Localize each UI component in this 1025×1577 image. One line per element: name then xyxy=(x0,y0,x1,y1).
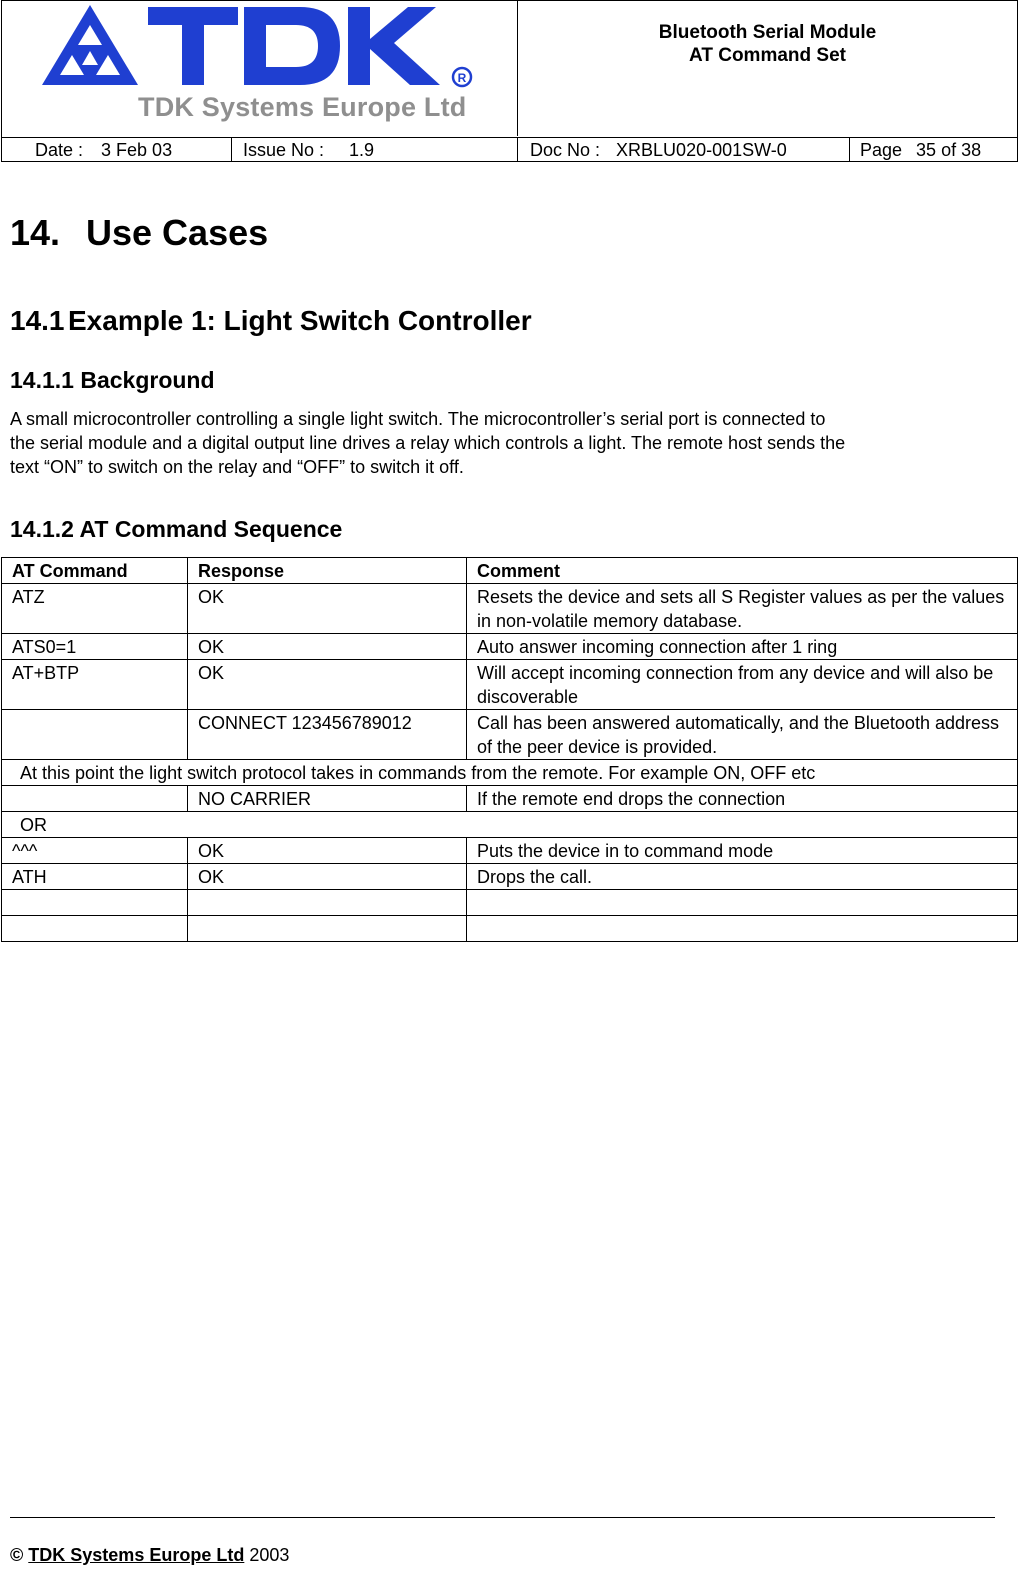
table-row xyxy=(2,660,1018,710)
cell-response: OK xyxy=(188,584,467,634)
cell-comment xyxy=(467,890,1018,916)
doc-number-cell xyxy=(518,138,850,162)
cell-response: OK xyxy=(188,864,467,890)
cell-at-command xyxy=(2,786,188,812)
date-cell xyxy=(2,138,232,162)
logo-cell xyxy=(2,1,518,136)
footer-year: 2003 xyxy=(249,1545,290,1565)
cell-at-command xyxy=(2,890,188,916)
cell-comment: Will accept incoming connection from any device and will also be discoverable xyxy=(467,660,1018,710)
date-value: 3 Feb 03 xyxy=(101,140,173,160)
subsection-number: 14.1 xyxy=(10,305,65,336)
cell-comment: If the remote end drops the connection xyxy=(467,786,1018,812)
footer-company: TDK Systems Europe Ltd xyxy=(28,1545,245,1565)
cell-at-command xyxy=(2,710,188,760)
column-header-response: Response xyxy=(188,558,467,584)
doc-label: Doc No : xyxy=(530,140,601,160)
cell-comment xyxy=(467,916,1018,942)
cell-response: CONNECT 123456789012 xyxy=(188,710,467,760)
issue-label: Issue No : xyxy=(243,140,325,160)
section-title: Use Cases xyxy=(86,212,269,253)
title-line-2: AT Command Set xyxy=(689,45,846,66)
column-header-comment: Comment xyxy=(467,558,1018,584)
background-paragraph xyxy=(10,407,1000,479)
footer-copyright xyxy=(10,1545,289,1566)
cell-response: OK xyxy=(188,838,467,864)
table-row xyxy=(2,786,1018,812)
table-row xyxy=(2,838,1018,864)
cell-comment: Drops the call. xyxy=(467,864,1018,890)
issue-cell xyxy=(232,138,518,162)
title-line-1: Bluetooth Serial Module xyxy=(658,22,877,43)
table-row xyxy=(2,710,1018,760)
tdk-logo xyxy=(38,3,478,125)
copyright-symbol: © xyxy=(10,1545,24,1565)
footer-divider xyxy=(10,1517,995,1518)
logo-subtitle: TDK Systems Europe Ltd xyxy=(138,92,467,122)
cell-at-command: ^^^ xyxy=(2,838,188,864)
column-header-at-command: AT Command xyxy=(2,558,188,584)
cell-comment: Call has been answered automatically, and the Bluetooth address of the peer device is provided. xyxy=(467,710,1018,760)
table-header-row xyxy=(2,558,1018,584)
cell-comment: Auto answer incoming connection after 1 ring xyxy=(467,634,1018,660)
cell-response: NO CARRIER xyxy=(188,786,467,812)
cell-at-command: ATZ xyxy=(2,584,188,634)
paragraph-line: the serial module and a digital output line drives a relay which controls a light. The remote host sends the xyxy=(10,433,846,453)
section-heading xyxy=(10,212,268,254)
page-cell xyxy=(850,138,1017,162)
cell-response xyxy=(188,916,467,942)
issue-value: 1.9 xyxy=(349,140,375,160)
table-row xyxy=(2,584,1018,634)
tdk-logo-mark xyxy=(38,3,478,95)
page-value: 35 of 38 xyxy=(916,140,982,160)
cell-response: OK xyxy=(188,660,467,710)
svg-text:R: R xyxy=(457,71,467,85)
page-label: Page xyxy=(860,140,903,160)
table-row-empty xyxy=(2,916,1018,942)
header-info-row xyxy=(2,138,1017,162)
table-span-row xyxy=(2,760,1018,786)
paragraph-line: text “ON” to switch on the relay and “OFF” to switch it off. xyxy=(10,457,464,477)
document-header xyxy=(1,0,1018,162)
table-span-row xyxy=(2,812,1018,838)
table-row xyxy=(2,634,1018,660)
cell-response: OK xyxy=(188,634,467,660)
cell-at-command: ATS0=1 xyxy=(2,634,188,660)
header-top-row xyxy=(2,1,1017,138)
subsection-title: Example 1: Light Switch Controller xyxy=(68,305,532,336)
cell-note: At this point the light switch protocol takes in commands from the remote. For example ON, OFF etc xyxy=(2,760,1018,786)
cell-response xyxy=(188,890,467,916)
sequence-heading: 14.1.2 AT Command Sequence xyxy=(10,516,343,542)
table-row xyxy=(2,864,1018,890)
paragraph-line: A small microcontroller controlling a single light switch. The microcontroller’s serial port is connected to xyxy=(10,409,826,429)
background-heading: 14.1.1 Background xyxy=(10,367,215,393)
doc-value: XRBLU020-001SW-0 xyxy=(616,140,787,160)
subsection-heading xyxy=(10,305,532,337)
section-number: 14. xyxy=(10,212,61,253)
cell-at-command xyxy=(2,916,188,942)
cell-note: OR xyxy=(2,812,1018,838)
cell-comment: Puts the device in to command mode xyxy=(467,838,1018,864)
at-command-table xyxy=(1,557,1018,942)
date-label: Date : xyxy=(35,140,84,160)
cell-comment: Resets the device and sets all S Register values as per the values in non-volatile memory database. xyxy=(467,584,1018,634)
table-row-empty xyxy=(2,890,1018,916)
cell-at-command: AT+BTP xyxy=(2,660,188,710)
document-title xyxy=(518,1,1017,136)
cell-at-command: ATH xyxy=(2,864,188,890)
